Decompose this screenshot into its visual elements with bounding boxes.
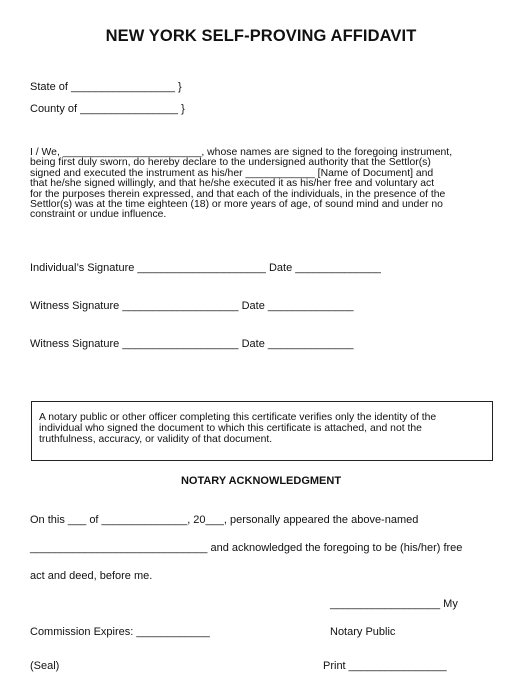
witness-signature-line-2: Witness Signature ___________________ Date ______________	[30, 338, 354, 350]
notary-notice-box	[31, 401, 493, 461]
body-line: being first duly sworn, do hereby declare to the undersigned authority that the Settlor(s)	[30, 157, 431, 169]
body-line: that he/she signed willingly, and that he/she executed it as his/her free and voluntary act	[30, 178, 435, 190]
notary-line-1: On this ___ of ______________, 20___, personally appeared the above-named	[30, 514, 419, 526]
seal-label: (Seal)	[30, 660, 60, 672]
affidavit-body	[30, 148, 492, 221]
county-field: County of ________________ }	[30, 103, 185, 115]
notary-heading: NOTARY ACKNOWLEDGMENT	[180, 475, 342, 487]
notice-line: A notary public or other officer completing this certificate verifies only the identity of the	[39, 412, 437, 423]
notary-line-3: act and deed, before me.	[30, 570, 153, 582]
body-line: for the purposes therein expressed, and that each of the individuals, in the presence of the	[30, 188, 446, 200]
notary-line-2: _____________________________ and acknowledged the foregoing to be (his/her) free	[30, 542, 463, 554]
print-name-field: Print ________________	[323, 660, 447, 672]
notice-line: individual who signed the document to which this certificate is attached, and not the	[39, 423, 422, 434]
notary-public-label: Notary Public	[330, 626, 396, 638]
document-title: NEW YORK SELF-PROVING AFFIDAVIT	[105, 27, 417, 45]
notice-line: truthfulness, accuracy, or validity of that document.	[39, 434, 273, 445]
body-line: Settlor(s) was at the time eighteen (18) or more years of age, of sound mind and under no	[30, 199, 443, 211]
body-line: I / We, ________________________, whose names are signed to the foregoing instrument,	[30, 147, 453, 158]
witness-signature-line-1: Witness Signature ___________________ Date ______________	[30, 300, 354, 312]
notary-my-line: __________________ My	[330, 598, 458, 610]
body-line: constraint or undue influence.	[30, 209, 167, 221]
body-line: signed and executed the instrument as his/her ____________ [Name of Document] and	[30, 167, 434, 179]
commission-expires-field: Commission Expires: ____________	[30, 626, 210, 638]
state-field: State of _________________ }	[30, 81, 182, 93]
individual-signature-line: Individual’s Signature _____________________ Date ______________	[30, 262, 381, 274]
